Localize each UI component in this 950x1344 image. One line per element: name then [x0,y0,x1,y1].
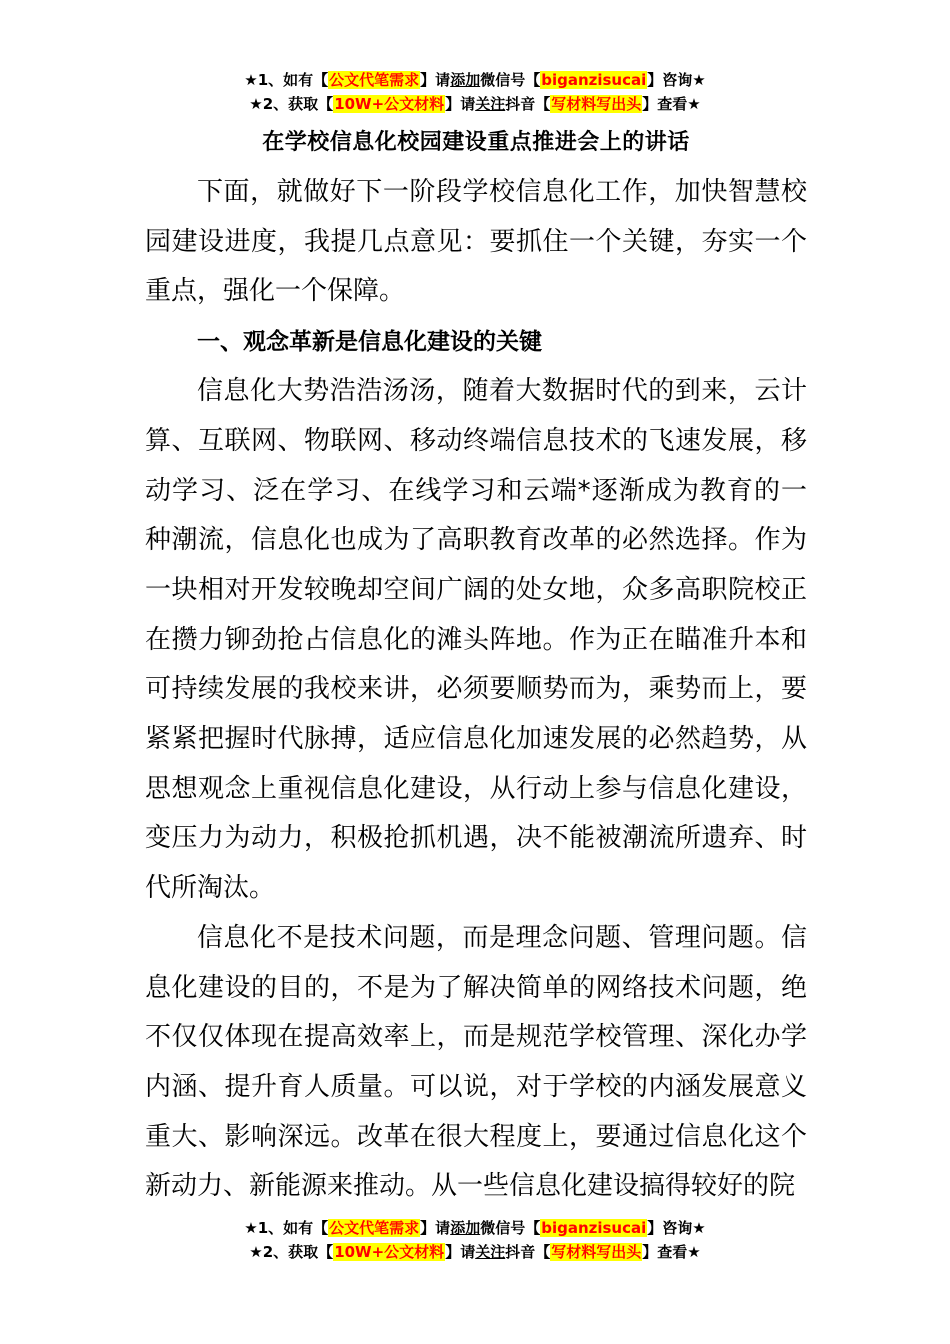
banner-text: 】请 [445,1243,476,1261]
banner-text: 】请 [420,1219,451,1237]
body-paragraph-2: 信息化不是技术问题，而是理念问题、管理问题。信息化建设的目的，不是为了解决简单的网络技术问题，绝不仅仅体现在提高效率上，而是规范学校管理、深化办学内涵、提升育人质量。可以说，对于学校的内涵发展意义重大、影响深远。改革在很大程度上，要通过信息化这个新动力、新能源来推动。从一些信息化建设搞得较好的院 [145,922,807,1202]
banner-line-1 [0,68,950,92]
highlight-douyin-account: 写材料写出头 [551,1243,642,1261]
banner-text: ★1、如有【 [244,1219,329,1237]
bottom-banner [0,1216,950,1264]
highlight-materials: 10W+公文材料 [334,1243,445,1261]
banner-line-2 [0,1240,950,1264]
underlined-add: 添加 [450,1219,481,1237]
document-title: 在学校信息化校园建设重点推进会上的讲话 [262,130,690,155]
banner-text: 微信号【 [480,1219,541,1237]
banner-text: 】咨询★ [647,71,706,89]
banner-text: 抖音【 [505,95,551,113]
highlight-wechat-id: biganzisucai [541,71,647,89]
highlight-wechat-id: biganzisucai [541,1219,647,1237]
underlined-follow: 关注 [475,1243,506,1261]
banner-text: 抖音【 [505,1243,551,1261]
banner-line-1 [0,1216,950,1240]
intro-paragraph: 下面，就做好下一阶段学校信息化工作，加快智慧校园建设进度，我提几点意见：要抓住一个关键，夯实一个重点，强化一个保障。 [145,177,807,307]
banner-text: 】查看★ [642,1243,701,1261]
document-body [145,122,807,1212]
section-heading-1: 一、观念革新是信息化建设的关键 [197,329,542,356]
highlight-ghostwriting: 公文代笔需求 [329,1219,420,1237]
banner-text: 】咨询★ [647,1219,706,1237]
banner-line-2 [0,92,950,116]
body-paragraph-1: 信息化大势浩浩汤汤，随着大数据时代的到来，云计算、互联网、物联网、移动终端信息技术的飞速发展，移动学习、泛在学习、在线学习和云端*逐渐成为教育的一种潮流，信息化也成为了高职教育改革的必然选择。作为一块相对开发较晚却空间广阔的处女地，众多高职院校正在攒力铆劲抢占信息化的滩头阵地。作为正在瞄准升本和可持续发展的我校来讲，必须要顺势而为，乘势而上，要紧紧把握时代脉搏，适应信息化加速发展的必然趋势，从思想观念上重视信息化建设，从行动上参与信息化建设，变压力为动力，积极抢抓机遇，决不能被潮流所遗弃、时代所淘汰。 [145,376,807,904]
banner-text: ★1、如有【 [244,71,329,89]
banner-text: 】请 [445,95,476,113]
highlight-ghostwriting: 公文代笔需求 [329,71,420,89]
banner-text: 】查看★ [642,95,701,113]
underlined-follow: 关注 [475,95,506,113]
banner-text: ★2、获取【 [249,1243,334,1261]
highlight-douyin-account: 写材料写出头 [551,95,642,113]
banner-text: 】请 [420,71,451,89]
banner-text: 微信号【 [480,71,541,89]
banner-text: ★2、获取【 [249,95,334,113]
underlined-add: 添加 [450,71,481,89]
top-banner [0,68,950,116]
highlight-materials: 10W+公文材料 [334,95,445,113]
